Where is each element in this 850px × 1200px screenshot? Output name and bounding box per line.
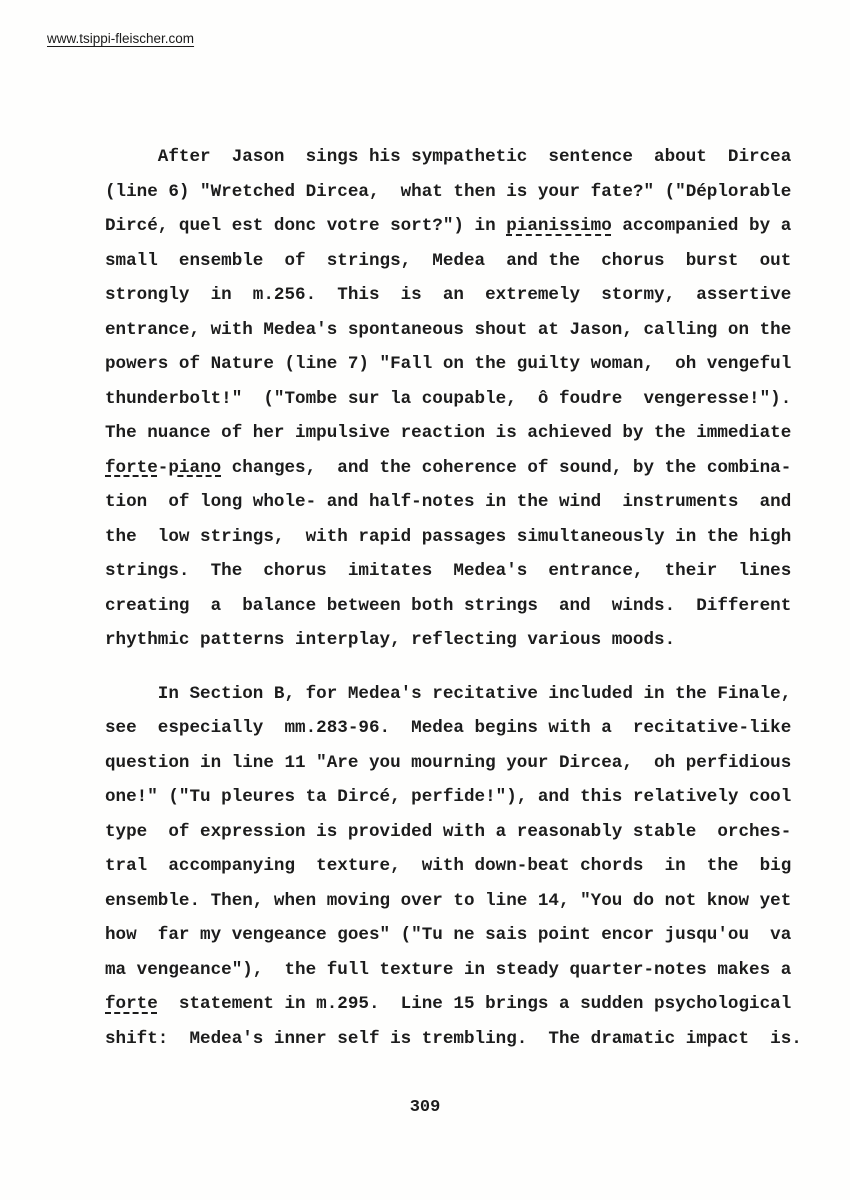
text-line <box>105 209 805 244</box>
text-line <box>105 780 805 815</box>
text-segment: entrance, with Medea's spontaneous shout at Jason, calling on the <box>105 319 792 340</box>
text-line <box>105 987 805 1022</box>
paragraph <box>105 677 805 1057</box>
text-segment: ensemble. Then, when moving over to line 14, "You do not know yet <box>105 890 792 911</box>
text-segment: Dircé, quel est donc votre sort?") in <box>105 216 507 236</box>
text-segment: question in line 11 "Are you mourning your Dircea, oh perfidious <box>105 752 792 773</box>
text-segment: (line 6) "Wretched Dircea, what then is your fate?" ("Déplorable <box>105 181 792 202</box>
underlined-term: forte <box>105 994 158 1014</box>
paragraph <box>105 140 805 658</box>
text-line <box>105 140 805 175</box>
text-segment: In Section B, for Medea's recitative included in the Finale, <box>105 683 792 704</box>
text-segment: tion of long whole- and half-notes in the wind instruments and <box>105 492 792 512</box>
text-line <box>105 623 805 658</box>
page-number: 309 <box>409 1098 441 1117</box>
text-segment: shift: Medea's inner self is trembling. The dramatic impact is. <box>105 1028 802 1049</box>
text-segment: accompanied by a <box>611 216 792 236</box>
text-segment: strings. The chorus imitates Medea's entrance, their lines <box>105 561 792 581</box>
text-line <box>105 451 805 486</box>
underlined-term: forte <box>105 457 158 478</box>
text-segment: changes, and the coherence of sound, by the combina- <box>221 457 792 478</box>
text-line <box>105 849 805 884</box>
text-line <box>105 677 805 712</box>
text-line <box>105 1022 805 1057</box>
text-segment: small ensemble of strings, Medea and the chorus burst out <box>105 250 792 271</box>
text-line <box>105 347 805 382</box>
text-line <box>105 589 805 624</box>
text-segment: statement in m.295. Line 15 brings a sudden psychological <box>157 994 792 1014</box>
underlined-term: piano <box>168 457 222 478</box>
underlined-term: pianissimo <box>506 216 612 236</box>
text-line <box>105 953 805 988</box>
document-body <box>105 140 805 1056</box>
text-segment: the low strings, with rapid passages simultaneously in the high <box>105 526 792 547</box>
text-segment: ma vengeance"), the full texture in steady quarter-notes makes a <box>105 959 792 980</box>
text-segment: creating a balance between both strings and winds. Different <box>105 595 792 616</box>
text-line <box>105 711 805 746</box>
text-segment: After Jason sings his sympathetic sentence about Dircea <box>105 147 792 167</box>
text-line <box>105 884 805 919</box>
text-line <box>105 416 805 451</box>
text-segment: strongly in m.256. This is an extremely stormy, assertive <box>105 285 792 305</box>
text-line <box>105 815 805 850</box>
text-segment: rhythmic patterns interplay, reflecting various moods. <box>105 630 676 650</box>
text-segment: thunderbolt!" ("Tombe sur la coupable, ô foudre vengeresse!"). <box>105 388 792 409</box>
text-segment: type of expression is provided with a reasonably stable orches- <box>105 821 792 842</box>
text-segment: powers of Nature (line 7) "Fall on the guilty woman, oh vengeful <box>105 354 792 374</box>
text-line <box>105 278 805 313</box>
text-segment: The nuance of her impulsive reaction is achieved by the immediate <box>105 423 792 443</box>
text-line <box>105 554 805 589</box>
text-line <box>105 485 805 520</box>
text-line <box>105 520 805 555</box>
text-line <box>105 313 805 348</box>
text-segment: how far my vengeance goes" ("Tu ne sais point encor jusqu'ou va <box>105 925 792 945</box>
text-line <box>105 918 805 953</box>
text-line <box>105 175 805 210</box>
text-line <box>105 746 805 781</box>
text-segment: see especially mm.283-96. Medea begins with a recitative-like <box>105 718 792 738</box>
text-line <box>105 382 805 417</box>
text-segment: - <box>157 457 169 478</box>
source-url-link[interactable]: www.tsippi-fleischer.com <box>47 31 195 46</box>
text-segment: one!" ("Tu pleures ta Dircé, perfide!"), and this relatively cool <box>105 787 792 807</box>
text-segment: tral accompanying texture, with down-beat chords in the big <box>105 856 792 876</box>
text-line <box>105 244 805 279</box>
